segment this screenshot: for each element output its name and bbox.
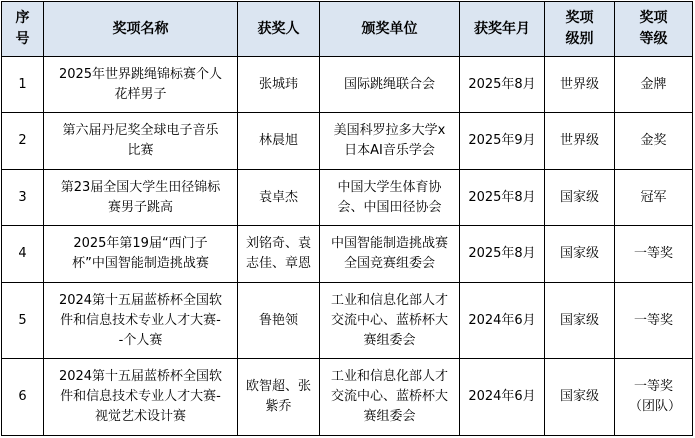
row-index: 2 [2,113,44,170]
issuer-cell: 中国智能制造挑战赛全国竞赛组委会 [320,226,460,283]
row-index: 6 [2,359,44,436]
table-row [2,57,693,113]
header-winner: 获奖人 [238,2,320,57]
grade-cell: 金牌 [615,57,693,113]
row-index: 1 [2,57,44,113]
winner-cell: 鲁艳领 [238,283,320,359]
award-name-cell: 2024第十五届蓝桥杯全国软件和信息技术专业人才大赛-视觉艺术设计赛 [44,359,238,436]
tier-cell: 世界级 [545,57,615,113]
issuer-cell: 美国科罗拉多大学x日本AI音乐学会 [320,113,460,170]
table-row [2,170,693,226]
issuer-cell: 工业和信息化部人才交流中心、蓝桥杯大赛组委会 [320,359,460,436]
issuer-cell: 工业和信息化部人才交流中心、蓝桥杯大赛组委会 [320,283,460,359]
table-row [2,226,693,283]
table-row [2,113,693,170]
winner-cell: 袁卓杰 [238,170,320,226]
table-row [2,283,693,359]
tier-cell: 国家级 [545,226,615,283]
date-cell: 2025年8月 [460,226,545,283]
row-index: 5 [2,283,44,359]
header-issuer: 颁奖单位 [320,2,460,57]
tier-cell: 世界级 [545,113,615,170]
table-row [2,359,693,436]
grade-cell: 一等奖 [615,226,693,283]
date-cell: 2024年6月 [460,283,545,359]
header-index: 序号 [2,2,44,57]
header-tier: 奖项级别 [545,2,615,57]
tier-cell: 国家级 [545,283,615,359]
winner-cell: 林晨旭 [238,113,320,170]
award-name-cell: 2025年世界跳绳锦标赛个人花样男子 [44,57,238,113]
tier-cell: 国家级 [545,170,615,226]
award-name-cell: 第六届丹尼奖全球电子音乐比赛 [44,113,238,170]
grade-cell: 冠军 [615,170,693,226]
date-cell: 2025年8月 [460,170,545,226]
issuer-cell: 中国大学生体育协会、中国田径协会 [320,170,460,226]
award-name-cell: 第23届全国大学生田径锦标赛男子跳高 [44,170,238,226]
header-row [2,2,693,57]
award-name-cell: 2024第十五届蓝桥杯全国软件和信息技术专业人才大赛--个人赛 [44,283,238,359]
date-cell: 2025年9月 [460,113,545,170]
header-grade: 奖项等级 [615,2,693,57]
header-date: 获奖年月 [460,2,545,57]
winner-cell: 欧智超、张紫乔 [238,359,320,436]
row-index: 3 [2,170,44,226]
winner-cell: 刘铭奇、袁志佳、章恩 [238,226,320,283]
grade-cell: 一等奖 [615,283,693,359]
award-name-cell: 2025年第19届“西门子杯”中国智能制造挑战赛 [44,226,238,283]
grade-cell: 金奖 [615,113,693,170]
row-index: 4 [2,226,44,283]
awards-table [1,1,693,436]
issuer-cell: 国际跳绳联合会 [320,57,460,113]
grade-cell: 一等奖（团队） [615,359,693,436]
date-cell: 2025年8月 [460,57,545,113]
header-award-name: 奖项名称 [44,2,238,57]
tier-cell: 国家级 [545,359,615,436]
date-cell: 2024年6月 [460,359,545,436]
winner-cell: 张城玮 [238,57,320,113]
